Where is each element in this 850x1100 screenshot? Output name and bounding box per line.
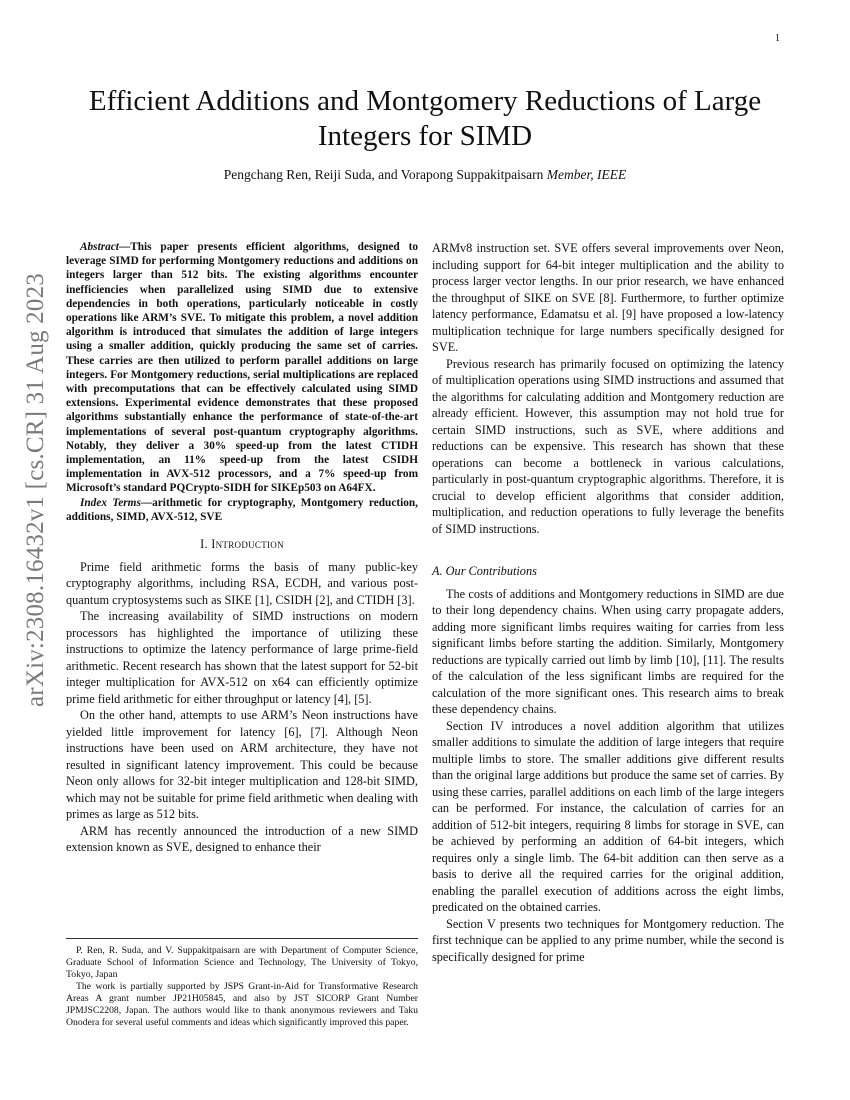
author-membership: Member, IEEE <box>546 167 627 182</box>
abstract-label: Abstract <box>80 241 119 253</box>
right-column <box>432 240 784 965</box>
page-number: 1 <box>775 33 780 44</box>
author-names: Pengchang Ren, Reiji Suda, and Vorapong Suppakitpaisarn <box>223 167 544 182</box>
contrib-paragraph-3: Section V presents two techniques for Montgomery reduction. The first technique can be applied to any prime number, while the second is specifically designed for prime <box>432 916 784 964</box>
left-column <box>66 240 418 856</box>
intro-continuation: ARMv8 instruction set. SVE offers several improvements over Neon, including support for 64-bit integer multiplication and the ability to process larger vector lengths. In our prior research, we have enhanced the throughput of SIKE on SVE [8]. Furthermore, to further optimize latency performance, Edamatsu et al. [9] have proposed a low-latency multiplication technique for large numbers specifically designed for SVE. <box>432 241 784 354</box>
contrib-paragraph-2: Section IV introduces a novel addition algorithm that utilizes smaller additions to simulate the addition of large integers that require multiple limbs to store. The smaller additions give different results than the original large additions but produce the same set of carries. By using these carries, parallel additions on each limb of the large integers can be performed. For instance, the calculation of carries for an addition of 512-bit integers, requiring 8 limbs for storage in SVE, can be achieved by performing an addition of 64-bit integers, which requires only a single limb. The 64-bit addition can then serve as a basis to derive all the required carries for the original addition, enabling the parallel execution of additions across the eight limbs, predicated on the obtained carries. <box>432 718 784 914</box>
index-terms-text: —arithmetic for cryptography, Montgomery reduction, additions, SIMD, AVX-512, SVE <box>66 496 418 523</box>
footnote-affiliation: P. Ren, R. Suda, and V. Suppakitpaisarn are with Department of Computer Science, Graduate School of Information Science and Technology, The University of Tokyo, Tokyo, Japan <box>66 945 418 980</box>
footnote-funding: The work is partially supported by JSPS Grant-in-Aid for Transformative Research Areas A grant number JP21H05845, and also by JST SICORP Grant Number JPMJSC2208, Japan. The authors would like to thank anonymous reviewers and Taku Onodera for several useful comments and ideas which significantly improved this paper. <box>66 981 418 1028</box>
subsection-heading-contributions: A. Our Contributions <box>432 564 537 578</box>
intro-paragraph-1: Prime field arithmetic forms the basis of many public-key cryptography algorithms, including RSA, ECDH, and various post-quantum cryptosystems such as SIKE [1], CSIDH [2], and CTIDH [3]. <box>66 559 418 607</box>
intro-paragraph-4: ARM has recently announced the introduction of a new SIMD extension known as SVE, designed to enhance their <box>66 823 418 855</box>
index-terms-label: Index Terms <box>80 496 141 509</box>
intro-paragraph-2: The increasing availability of SIMD instructions on modern processors has highlighted the importance of utilizing these instructions to optimize the latency performance of large prime-field arithmetic. Recent research has shown that the latest support for 52-bit integer multiplication for AVX-512 on x64 can efficiently optimize prime field arithmetic for either throughput or latency [4], [5]. <box>66 609 418 706</box>
abstract <box>66 240 418 496</box>
arxiv-identifier: arXiv:2308.16432v1 [cs.CR] 31 Aug 2023 <box>22 273 49 707</box>
intro-paragraph-3: On the other hand, attempts to use ARM’s Neon instructions have yielded little improvement for latency [6], [7]. Although Neon instructions have been used on ARM architecture, they have not resulted in significant latency improvement. This could be because Neon only allows for 32-bit integer multiplication and 128-bit SIMD, which may not be suitable for prime field arithmetic when dealing with primes as large as 512 bits. <box>66 708 418 822</box>
section-heading-introduction: I. Introduction <box>200 537 284 552</box>
footnotes <box>66 938 418 1029</box>
intro-paragraph-5: Previous research has primarily focused on optimizing the latency of multiplication operations using SIMD instructions and assumed that the algorithms for calculating addition and Montgomery reduction are already efficient. However, this assumption may not hold true for certain SIMD instructions, such as SVE, where additions and reductions can be expensive. This research has shown that these operations can become a bottleneck in various calculations, particularly in post-quantum cryptographic algorithms. Therefore, it is crucial to develop efficient algorithms that consider addition, multiplication, and reduction operations to fully leverage the benefits of SIMD instructions. <box>432 356 784 536</box>
abstract-text: —This paper presents efficient algorithms, designed to leverage SIMD for performing Montgomery reductions and additions on integers larger than 512 bits. The existing algorithms encounter inefficiencies when parallelized using SIMD due to extensive dependencies in both operations, particularly noticeable in costly operations like ARM’s SVE. To mitigate this problem, a novel addition algorithm is introduced that simulates the addition of large integers using a smaller addition, quickly producing the same set of carries. These carries are then utilized to perform parallel additions on large integers. For Montgomery reductions, serial multiplications are replaced with precomputations that can be effectively calculated using SIMD extensions. Experimental evidence demonstrates that these proposed algorithms substantially enhance the performance of state-of-the-art implementations of several post-quantum cryptography algorithms. Notably, they deliver a 30% speed-up from the latest CTIDH implementation, an 11% speed-up from the latest CSIDH implementation in AVX-512 processors, and a 7% speed-up from Microsoft’s standard PQCrypto-SIDH for SIKEp503 on A64FX. <box>66 241 418 495</box>
arxiv-sidebar <box>14 273 58 707</box>
contrib-paragraph-1: The costs of additions and Montgomery reductions in SIMD are due to their long dependency chains. When using carry propagate adders, adding more significant limbs requires waiting for carries from less significant limbs before starting the addition. Similarly, Montgomery reductions are typically carried out limb by limb [10], [11]. The results of the calculation of the less significant limbs are required for the calculation of the more significant ones. This research aims to break these dependency chains. <box>432 586 784 716</box>
paper-title: Efficient Additions and Montgomery Reductions of Large Integers for SIMD <box>88 85 762 152</box>
index-terms <box>66 496 418 524</box>
author-line <box>60 167 790 183</box>
